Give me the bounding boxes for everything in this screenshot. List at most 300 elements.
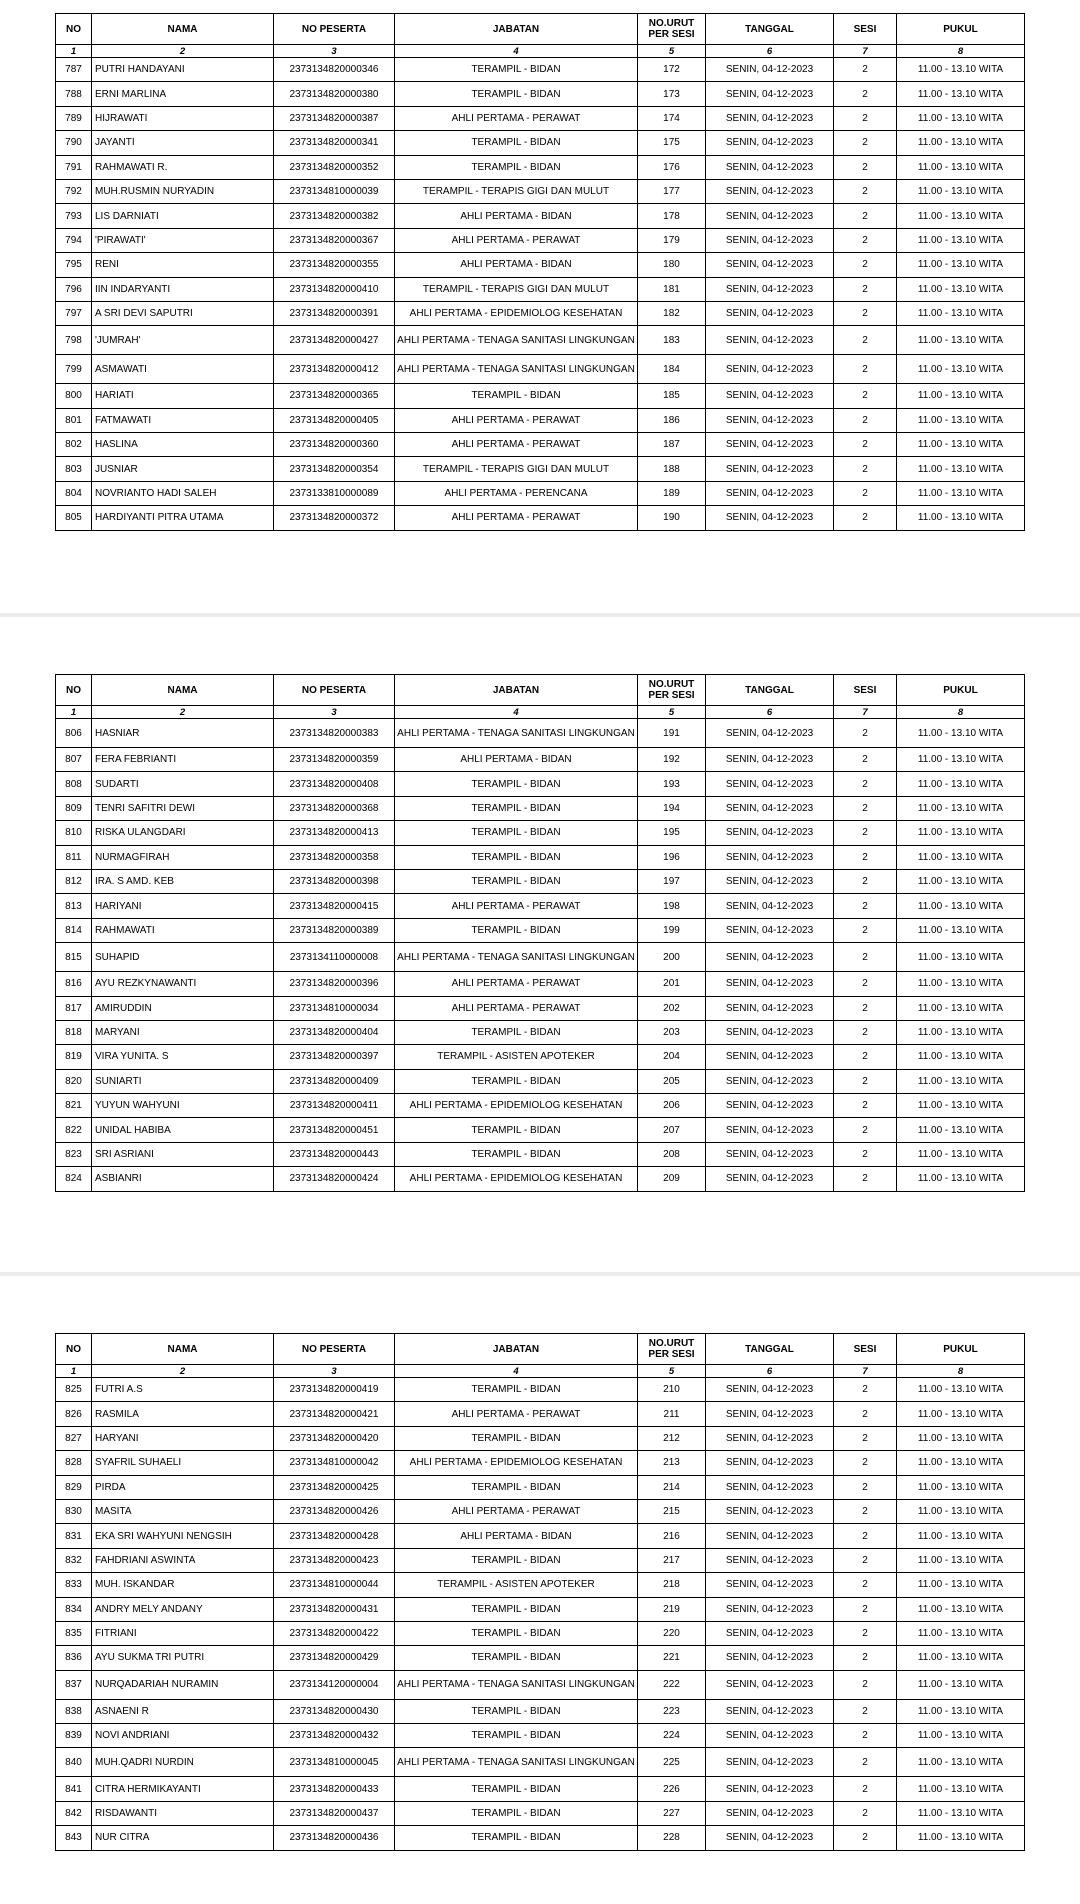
jabatan-cell: AHLI PERTAMA - PERAWAT: [395, 1499, 638, 1523]
no-peserta-cell: 2373134820000383: [274, 719, 395, 748]
sesi-cell: 2: [834, 1548, 897, 1572]
column-number: 6: [706, 1365, 834, 1378]
no-urut-cell: 193: [638, 772, 706, 796]
no-peserta-cell: 2373134820000368: [274, 796, 395, 820]
jabatan-cell: AHLI PERTAMA - TENAGA SANITASI LINGKUNGAN: [395, 943, 638, 972]
pukul-cell: 11.00 - 13.10 WITA: [897, 131, 1025, 155]
table-row: [56, 996, 1025, 1020]
pukul-cell: 11.00 - 13.10 WITA: [897, 481, 1025, 505]
column-number: 2: [92, 706, 274, 719]
column-number: 2: [92, 45, 274, 58]
sesi-cell: 2: [834, 821, 897, 845]
column-number-row: [56, 1365, 1025, 1378]
sesi-cell: 2: [834, 384, 897, 408]
no-urut-cell: 228: [638, 1826, 706, 1850]
no-peserta-cell: 2373134820000436: [274, 1826, 395, 1850]
no-cell: 842: [56, 1801, 92, 1825]
table-row: [56, 106, 1025, 130]
no-urut-cell: 181: [638, 277, 706, 301]
tanggal-cell: SENIN, 04-12-2023: [706, 1094, 834, 1118]
no-cell: 823: [56, 1142, 92, 1166]
table-row: [56, 1475, 1025, 1499]
tanggal-cell: SENIN, 04-12-2023: [706, 1777, 834, 1801]
tanggal-cell: SENIN, 04-12-2023: [706, 719, 834, 748]
nama-cell: SRI ASRIANI: [92, 1142, 274, 1166]
nama-cell: AYU SUKMA TRI PUTRI: [92, 1646, 274, 1670]
sesi-cell: 2: [834, 228, 897, 252]
tanggal-cell: SENIN, 04-12-2023: [706, 179, 834, 203]
pukul-cell: 11.00 - 13.10 WITA: [897, 326, 1025, 355]
no-cell: 816: [56, 972, 92, 996]
jabatan-cell: TERAMPIL - BIDAN: [395, 1777, 638, 1801]
tanggal-cell: SENIN, 04-12-2023: [706, 1573, 834, 1597]
table-row: [56, 1670, 1025, 1699]
sesi-cell: 2: [834, 719, 897, 748]
header-sesi: SESI: [834, 675, 897, 706]
tanggal-cell: SENIN, 04-12-2023: [706, 1426, 834, 1450]
column-number: 5: [638, 45, 706, 58]
column-number-row: [56, 706, 1025, 719]
no-cell: 835: [56, 1621, 92, 1645]
table-row: [56, 1426, 1025, 1450]
jabatan-cell: TERAMPIL - BIDAN: [395, 772, 638, 796]
tanggal-cell: SENIN, 04-12-2023: [706, 1670, 834, 1699]
header-jabatan: JABATAN: [395, 1334, 638, 1365]
column-number: 6: [706, 706, 834, 719]
no-peserta-cell: 2373134810000045: [274, 1748, 395, 1777]
sesi-cell: 2: [834, 131, 897, 155]
no-peserta-cell: 2373134820000380: [274, 82, 395, 106]
tanggal-cell: SENIN, 04-12-2023: [706, 155, 834, 179]
header-tanggal: TANGGAL: [706, 14, 834, 45]
header-pukul: PUKUL: [897, 14, 1025, 45]
jabatan-cell: TERAMPIL - BIDAN: [395, 1548, 638, 1572]
table-row: [56, 1142, 1025, 1166]
pukul-cell: 11.00 - 13.10 WITA: [897, 1402, 1025, 1426]
no-urut-cell: 214: [638, 1475, 706, 1499]
no-urut-cell: 195: [638, 821, 706, 845]
jabatan-cell: AHLI PERTAMA - PERAWAT: [395, 433, 638, 457]
nama-cell: ASMAWATI: [92, 355, 274, 384]
header-pukul: PUKUL: [897, 675, 1025, 706]
pukul-cell: 11.00 - 13.10 WITA: [897, 996, 1025, 1020]
table-row: [56, 277, 1025, 301]
pukul-cell: 11.00 - 13.10 WITA: [897, 384, 1025, 408]
column-number: 3: [274, 706, 395, 719]
sesi-cell: 2: [834, 1524, 897, 1548]
no-cell: 810: [56, 821, 92, 845]
no-peserta-cell: 2373134820000346: [274, 58, 395, 82]
header-no-urut: NO.URUT PER SESI: [638, 1334, 706, 1365]
no-peserta-cell: 2373134820000354: [274, 457, 395, 481]
participant-table-1: [55, 13, 1025, 531]
sesi-cell: 2: [834, 748, 897, 772]
no-urut-cell: 204: [638, 1045, 706, 1069]
no-urut-cell: 179: [638, 228, 706, 252]
nama-cell: HARIYANI: [92, 894, 274, 918]
no-peserta-cell: 2373134820000358: [274, 845, 395, 869]
table-row: [56, 506, 1025, 530]
no-cell: 836: [56, 1646, 92, 1670]
no-urut-cell: 200: [638, 943, 706, 972]
header-row: [56, 1334, 1025, 1365]
nama-cell: SUHAPID: [92, 943, 274, 972]
no-peserta-cell: 2373134820000397: [274, 1045, 395, 1069]
table-row: [56, 1748, 1025, 1777]
pukul-cell: 11.00 - 13.10 WITA: [897, 1118, 1025, 1142]
nama-cell: PUTRI HANDAYANI: [92, 58, 274, 82]
pukul-cell: 11.00 - 13.10 WITA: [897, 1801, 1025, 1825]
header-no-urut: NO.URUT PER SESI: [638, 675, 706, 706]
sesi-cell: 2: [834, 1426, 897, 1450]
no-cell: 788: [56, 82, 92, 106]
tanggal-cell: SENIN, 04-12-2023: [706, 894, 834, 918]
pukul-cell: 11.00 - 13.10 WITA: [897, 1748, 1025, 1777]
no-cell: 822: [56, 1118, 92, 1142]
table-row: [56, 894, 1025, 918]
nama-cell: FITRIANI: [92, 1621, 274, 1645]
no-peserta-cell: 2373134820000372: [274, 506, 395, 530]
nama-cell: JAYANTI: [92, 131, 274, 155]
no-cell: 797: [56, 301, 92, 325]
nama-cell: IRA. S AMD. KEB: [92, 869, 274, 893]
tanggal-cell: SENIN, 04-12-2023: [706, 1699, 834, 1723]
sesi-cell: 2: [834, 894, 897, 918]
no-urut-cell: 187: [638, 433, 706, 457]
nama-cell: EKA SRI WAHYUNI NENGSIH: [92, 1524, 274, 1548]
table-row: [56, 228, 1025, 252]
sesi-cell: 2: [834, 1646, 897, 1670]
no-cell: 793: [56, 204, 92, 228]
no-peserta-cell: 2373134820000391: [274, 301, 395, 325]
tanggal-cell: SENIN, 04-12-2023: [706, 326, 834, 355]
column-number: 2: [92, 1365, 274, 1378]
no-urut-cell: 219: [638, 1597, 706, 1621]
jabatan-cell: AHLI PERTAMA - TENAGA SANITASI LINGKUNGAN: [395, 719, 638, 748]
no-cell: 802: [56, 433, 92, 457]
tanggal-cell: SENIN, 04-12-2023: [706, 1378, 834, 1402]
tanggal-cell: SENIN, 04-12-2023: [706, 1597, 834, 1621]
sesi-cell: 2: [834, 1801, 897, 1825]
nama-cell: FAHDRIANI ASWINTA: [92, 1548, 274, 1572]
table-row: [56, 1573, 1025, 1597]
column-number: 3: [274, 45, 395, 58]
jabatan-cell: TERAMPIL - BIDAN: [395, 384, 638, 408]
tanggal-cell: SENIN, 04-12-2023: [706, 1402, 834, 1426]
nama-cell: CITRA HERMIKAYANTI: [92, 1777, 274, 1801]
tanggal-cell: SENIN, 04-12-2023: [706, 1646, 834, 1670]
jabatan-cell: AHLI PERTAMA - PERAWAT: [395, 894, 638, 918]
jabatan-cell: TERAMPIL - TERAPIS GIGI DAN MULUT: [395, 277, 638, 301]
pukul-cell: 11.00 - 13.10 WITA: [897, 821, 1025, 845]
jabatan-cell: TERAMPIL - BIDAN: [395, 1801, 638, 1825]
sesi-cell: 2: [834, 996, 897, 1020]
jabatan-cell: TERAMPIL - TERAPIS GIGI DAN MULUT: [395, 179, 638, 203]
no-urut-cell: 194: [638, 796, 706, 820]
no-urut-cell: 172: [638, 58, 706, 82]
tanggal-cell: SENIN, 04-12-2023: [706, 204, 834, 228]
no-cell: 825: [56, 1378, 92, 1402]
column-number: 1: [56, 45, 92, 58]
jabatan-cell: TERAMPIL - TERAPIS GIGI DAN MULUT: [395, 457, 638, 481]
tanggal-cell: SENIN, 04-12-2023: [706, 772, 834, 796]
no-peserta-cell: 2373134820000427: [274, 326, 395, 355]
pukul-cell: 11.00 - 13.10 WITA: [897, 1699, 1025, 1723]
no-urut-cell: 191: [638, 719, 706, 748]
no-cell: 792: [56, 179, 92, 203]
jabatan-cell: TERAMPIL - BIDAN: [395, 1646, 638, 1670]
header-tanggal: TANGGAL: [706, 675, 834, 706]
no-urut-cell: 202: [638, 996, 706, 1020]
sesi-cell: 2: [834, 82, 897, 106]
column-number: 1: [56, 1365, 92, 1378]
sesi-cell: 2: [834, 1777, 897, 1801]
no-peserta-cell: 2373134820000355: [274, 253, 395, 277]
nama-cell: UNIDAL HABIBA: [92, 1118, 274, 1142]
no-peserta-cell: 2373134820000431: [274, 1597, 395, 1621]
nama-cell: RISDAWANTI: [92, 1801, 274, 1825]
tanggal-cell: SENIN, 04-12-2023: [706, 845, 834, 869]
table-row: [56, 131, 1025, 155]
no-peserta-cell: 2373134820000408: [274, 772, 395, 796]
table-row: [56, 1094, 1025, 1118]
no-peserta-cell: 2373134810000044: [274, 1573, 395, 1597]
nama-cell: NUR CITRA: [92, 1826, 274, 1850]
sesi-cell: 2: [834, 1094, 897, 1118]
pukul-cell: 11.00 - 13.10 WITA: [897, 408, 1025, 432]
no-urut-cell: 221: [638, 1646, 706, 1670]
jabatan-cell: TERAMPIL - BIDAN: [395, 1118, 638, 1142]
jabatan-cell: TERAMPIL - BIDAN: [395, 82, 638, 106]
no-cell: 841: [56, 1777, 92, 1801]
no-urut-cell: 188: [638, 457, 706, 481]
header-no: NO: [56, 1334, 92, 1365]
jabatan-cell: TERAMPIL - BIDAN: [395, 1426, 638, 1450]
no-peserta-cell: 2373134120000004: [274, 1670, 395, 1699]
sesi-cell: 2: [834, 1475, 897, 1499]
table-row: [56, 1167, 1025, 1191]
tanggal-cell: SENIN, 04-12-2023: [706, 384, 834, 408]
pukul-cell: 11.00 - 13.10 WITA: [897, 1426, 1025, 1450]
header-jabatan: JABATAN: [395, 675, 638, 706]
jabatan-cell: TERAMPIL - ASISTEN APOTEKER: [395, 1573, 638, 1597]
no-urut-cell: 190: [638, 506, 706, 530]
pukul-cell: 11.00 - 13.10 WITA: [897, 1378, 1025, 1402]
jabatan-cell: AHLI PERTAMA - EPIDEMIOLOG KESEHATAN: [395, 1167, 638, 1191]
no-urut-cell: 189: [638, 481, 706, 505]
jabatan-cell: TERAMPIL - BIDAN: [395, 1142, 638, 1166]
nama-cell: HASNIAR: [92, 719, 274, 748]
document-page-2: [0, 617, 1080, 1272]
pukul-cell: 11.00 - 13.10 WITA: [897, 1621, 1025, 1645]
jabatan-cell: TERAMPIL - BIDAN: [395, 1069, 638, 1093]
no-urut-cell: 206: [638, 1094, 706, 1118]
pukul-cell: 11.00 - 13.10 WITA: [897, 1548, 1025, 1572]
no-urut-cell: 199: [638, 918, 706, 942]
jabatan-cell: TERAMPIL - BIDAN: [395, 845, 638, 869]
table-row: [56, 1777, 1025, 1801]
table-row: [56, 1402, 1025, 1426]
pukul-cell: 11.00 - 13.10 WITA: [897, 1826, 1025, 1850]
sesi-cell: 2: [834, 972, 897, 996]
sesi-cell: 2: [834, 1451, 897, 1475]
no-urut-cell: 198: [638, 894, 706, 918]
pukul-cell: 11.00 - 13.10 WITA: [897, 1724, 1025, 1748]
table-row: [56, 301, 1025, 325]
table-row: [56, 772, 1025, 796]
no-cell: 831: [56, 1524, 92, 1548]
no-cell: 824: [56, 1167, 92, 1191]
tanggal-cell: SENIN, 04-12-2023: [706, 1475, 834, 1499]
table-row: [56, 326, 1025, 355]
sesi-cell: 2: [834, 1699, 897, 1723]
pukul-cell: 11.00 - 13.10 WITA: [897, 943, 1025, 972]
sesi-cell: 2: [834, 506, 897, 530]
no-urut-cell: 184: [638, 355, 706, 384]
tanggal-cell: SENIN, 04-12-2023: [706, 408, 834, 432]
no-peserta-cell: 2373134820000410: [274, 277, 395, 301]
no-peserta-cell: 2373134810000039: [274, 179, 395, 203]
sesi-cell: 2: [834, 943, 897, 972]
nama-cell: TENRI SAFITRI DEWI: [92, 796, 274, 820]
no-urut-cell: 203: [638, 1020, 706, 1044]
nama-cell: AYU REZKYNAWANTI: [92, 972, 274, 996]
tanggal-cell: SENIN, 04-12-2023: [706, 1621, 834, 1645]
table-row: [56, 1118, 1025, 1142]
nama-cell: NURMAGFIRAH: [92, 845, 274, 869]
jabatan-cell: AHLI PERTAMA - PERAWAT: [395, 228, 638, 252]
pukul-cell: 11.00 - 13.10 WITA: [897, 1646, 1025, 1670]
no-cell: 813: [56, 894, 92, 918]
nama-cell: SUDARTI: [92, 772, 274, 796]
column-number: 8: [897, 1365, 1025, 1378]
table-row: [56, 1499, 1025, 1523]
no-urut-cell: 209: [638, 1167, 706, 1191]
no-peserta-cell: 2373134110000008: [274, 943, 395, 972]
sesi-cell: 2: [834, 1402, 897, 1426]
table-row: [56, 1826, 1025, 1850]
header-no: NO: [56, 14, 92, 45]
sesi-cell: 2: [834, 869, 897, 893]
pukul-cell: 11.00 - 13.10 WITA: [897, 972, 1025, 996]
no-peserta-cell: 2373133810000089: [274, 481, 395, 505]
nama-cell: MUH.RUSMIN NURYADIN: [92, 179, 274, 203]
nama-cell: YUYUN WAHYUNI: [92, 1094, 274, 1118]
document-page-3: [0, 1276, 1080, 1904]
table-row: [56, 972, 1025, 996]
no-cell: 826: [56, 1402, 92, 1426]
tanggal-cell: SENIN, 04-12-2023: [706, 1748, 834, 1777]
jabatan-cell: TERAMPIL - BIDAN: [395, 918, 638, 942]
header-row: [56, 14, 1025, 45]
pukul-cell: 11.00 - 13.10 WITA: [897, 506, 1025, 530]
no-urut-cell: 217: [638, 1548, 706, 1572]
no-urut-cell: 222: [638, 1670, 706, 1699]
pukul-cell: 11.00 - 13.10 WITA: [897, 1573, 1025, 1597]
jabatan-cell: AHLI PERTAMA - TENAGA SANITASI LINGKUNGAN: [395, 355, 638, 384]
sesi-cell: 2: [834, 253, 897, 277]
table-row: [56, 1451, 1025, 1475]
no-cell: 821: [56, 1094, 92, 1118]
column-number: 7: [834, 45, 897, 58]
nama-cell: HASLINA: [92, 433, 274, 457]
no-cell: 800: [56, 384, 92, 408]
table-row: [56, 408, 1025, 432]
jabatan-cell: TERAMPIL - BIDAN: [395, 1724, 638, 1748]
pukul-cell: 11.00 - 13.10 WITA: [897, 772, 1025, 796]
table-row: [56, 1724, 1025, 1748]
tanggal-cell: SENIN, 04-12-2023: [706, 1167, 834, 1191]
header-no-peserta: NO PESERTA: [274, 675, 395, 706]
table-row: [56, 1524, 1025, 1548]
no-peserta-cell: 2373134820000430: [274, 1699, 395, 1723]
pukul-cell: 11.00 - 13.10 WITA: [897, 1020, 1025, 1044]
no-urut-cell: 192: [638, 748, 706, 772]
pukul-cell: 11.00 - 13.10 WITA: [897, 433, 1025, 457]
table-row: [56, 253, 1025, 277]
pukul-cell: 11.00 - 13.10 WITA: [897, 1524, 1025, 1548]
no-peserta-cell: 2373134820000398: [274, 869, 395, 893]
no-cell: 838: [56, 1699, 92, 1723]
header-pukul: PUKUL: [897, 1334, 1025, 1365]
pukul-cell: 11.00 - 13.10 WITA: [897, 796, 1025, 820]
sesi-cell: 2: [834, 772, 897, 796]
nama-cell: RAHMAWATI R.: [92, 155, 274, 179]
sesi-cell: 2: [834, 326, 897, 355]
nama-cell: RAHMAWATI: [92, 918, 274, 942]
jabatan-cell: TERAMPIL - BIDAN: [395, 821, 638, 845]
no-urut-cell: 173: [638, 82, 706, 106]
header-sesi: SESI: [834, 1334, 897, 1365]
no-cell: 829: [56, 1475, 92, 1499]
nama-cell: ASBIANRI: [92, 1167, 274, 1191]
pukul-cell: 11.00 - 13.10 WITA: [897, 204, 1025, 228]
jabatan-cell: AHLI PERTAMA - PERAWAT: [395, 106, 638, 130]
no-cell: 812: [56, 869, 92, 893]
nama-cell: PIRDA: [92, 1475, 274, 1499]
jabatan-cell: AHLI PERTAMA - TENAGA SANITASI LINGKUNGAN: [395, 326, 638, 355]
tanggal-cell: SENIN, 04-12-2023: [706, 355, 834, 384]
no-urut-cell: 220: [638, 1621, 706, 1645]
tanggal-cell: SENIN, 04-12-2023: [706, 748, 834, 772]
no-urut-cell: 207: [638, 1118, 706, 1142]
tanggal-cell: SENIN, 04-12-2023: [706, 1524, 834, 1548]
column-number: 4: [395, 706, 638, 719]
no-peserta-cell: 2373134820000422: [274, 1621, 395, 1645]
no-cell: 837: [56, 1670, 92, 1699]
table-row: [56, 481, 1025, 505]
no-urut-cell: 218: [638, 1573, 706, 1597]
no-cell: 798: [56, 326, 92, 355]
pukul-cell: 11.00 - 13.10 WITA: [897, 1499, 1025, 1523]
sesi-cell: 2: [834, 301, 897, 325]
nama-cell: RISKA ULANGDARI: [92, 821, 274, 845]
no-peserta-cell: 2373134820000426: [274, 1499, 395, 1523]
no-cell: 828: [56, 1451, 92, 1475]
tanggal-cell: SENIN, 04-12-2023: [706, 1069, 834, 1093]
table-row: [56, 918, 1025, 942]
table-row: [56, 1378, 1025, 1402]
header-tanggal: TANGGAL: [706, 1334, 834, 1365]
no-cell: 818: [56, 1020, 92, 1044]
pukul-cell: 11.00 - 13.10 WITA: [897, 457, 1025, 481]
jabatan-cell: TERAMPIL - BIDAN: [395, 1699, 638, 1723]
tanggal-cell: SENIN, 04-12-2023: [706, 1801, 834, 1825]
no-urut-cell: 224: [638, 1724, 706, 1748]
no-peserta-cell: 2373134820000409: [274, 1069, 395, 1093]
no-peserta-cell: 2373134820000423: [274, 1548, 395, 1572]
nama-cell: RASMILA: [92, 1402, 274, 1426]
